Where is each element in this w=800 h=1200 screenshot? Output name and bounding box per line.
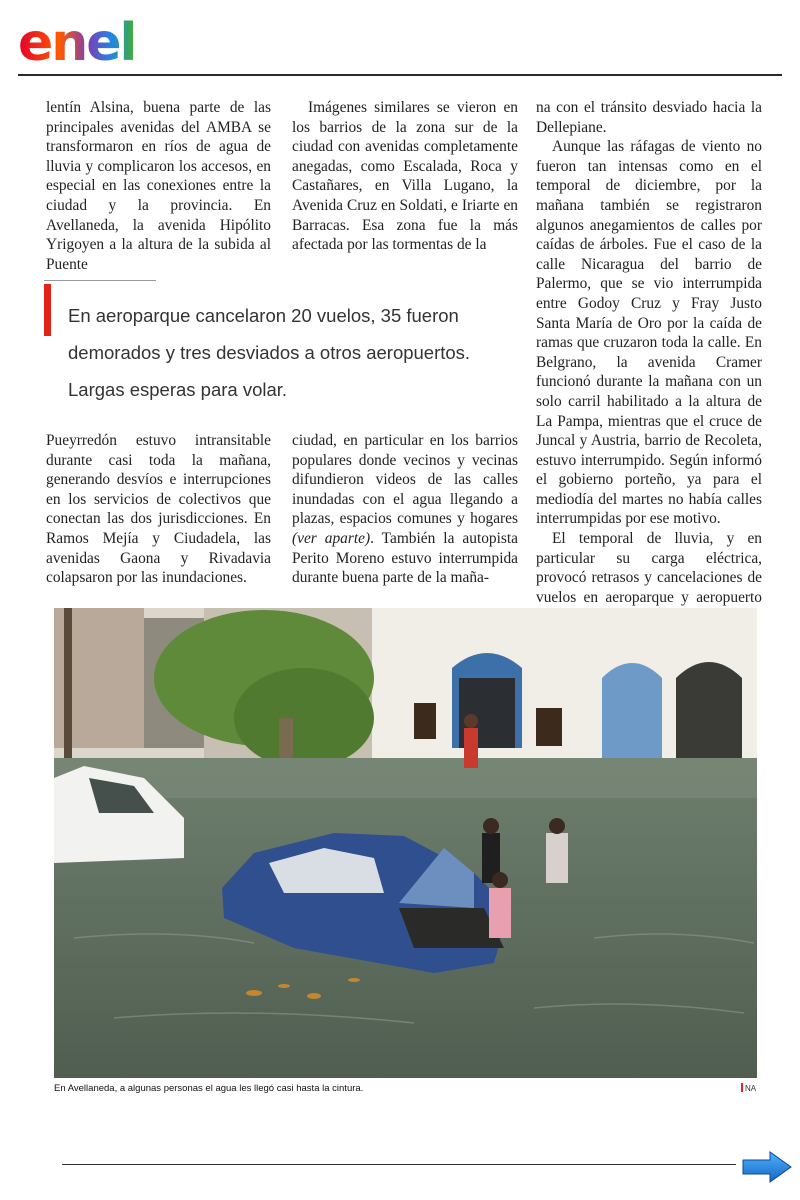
header-divider <box>18 74 782 76</box>
paragraph: Imágenes similares se vieron en los barrios de la zona sur de la ciudad con avenidas completamente anegadas, como Escalada, Roca y Castañares, en Villa Lugano, la Avenida Cruz en Soldati, e Iriarte en Barracas. Esa zona fue la más afectada por las tormentas de la <box>292 99 518 254</box>
footer-divider <box>62 1164 736 1165</box>
paragraph: El temporal de lluvia, y en particular su carga eléctrica, provocó retrasos y cancelaciones de vuelos en aeroparque y aeropuerto <box>536 530 762 606</box>
text-run: . También la autopista Perito Moreno estuvo interrumpida durante buena parte de la maña- <box>292 529 518 587</box>
paragraph <box>292 431 518 588</box>
paragraph: na con el tránsito desviado hacia la Dellepiane. <box>536 99 762 136</box>
article-column-2-bottom <box>292 431 518 588</box>
logo-text: enel <box>18 13 136 70</box>
article-column-1-top <box>46 98 271 274</box>
quote-rule <box>44 280 156 281</box>
paragraph: Pueyrredón estuvo intransitable durante casi toda la mañana, generando desvíos e interrupciones en los servicios de colectivos que conectan las dos jurisdicciones. En Ramos Mejía y Ciudadela, las avenidas Gaona y Rivadavia colapsaron por las inundaciones. <box>46 432 271 587</box>
flood-photo <box>54 608 757 1078</box>
paragraph: Aunque las ráfagas de viento no fueron tan intensas como en el temporal de diciembre, por la mañana también se registraron algunos anegamientos de calles por caídas de árboles. Fue el caso de la calle Nicaragua del barrio de Palermo, que se vio interrumpida entre Godoy Cruz y Fray Justo Santa María de Oro por la caída de ramas que cruzaron toda la calle. En Belgrano, la avenida Cramer funcionó durante la mañana con un solo carril habilitado a la altura de La Pampa, mientras que el cruce de Juncal y Austria, barrio de Recoleta, estuvo interrumpido. Según informó el gobierno porteño, ya para el mediodía del martes no había calles interrumpidas por ese motivo. <box>536 138 762 528</box>
pull-quote-text: En aeroparque cancelaron 20 vuelos, 35 fueron demorados y tres desviados a otros aeropuertos. Largas esperas para volar. <box>68 305 471 400</box>
italic-note: (ver aparte) <box>292 529 371 547</box>
credit-accent <box>741 1083 743 1092</box>
paragraph: lentín Alsina, buena parte de las principales avenidas del AMBA se transformaron en ríos de agua de lluvia y complicaron los accesos, en especial en las conexiones entre la ciudad y la provincia. En Avellaneda, la avenida Hipólito Yrigoyen a la altura de la subida al Puente <box>46 99 271 273</box>
arrow-right-icon <box>740 1150 794 1184</box>
photo-credit <box>741 1083 756 1093</box>
photo-caption: En Avellaneda, a algunas personas el agua les llegó casi hasta la cintura. <box>54 1083 364 1094</box>
enel-logo-graphic <box>18 8 188 70</box>
article-column-3 <box>536 98 762 627</box>
quote-accent-bar <box>44 284 51 336</box>
page-header <box>0 0 800 76</box>
pull-quote <box>44 280 514 410</box>
enel-logo <box>18 8 188 70</box>
next-page-button[interactable] <box>740 1150 794 1184</box>
article-column-1-bottom <box>46 431 271 588</box>
article-column-2-top <box>292 98 518 255</box>
text-run: ciudad, en particular en los barrios populares donde vecinos y vecinas difundieron videos de las calles inundadas con el agua llegando a plazas, espacios comunes y hogares <box>292 432 518 528</box>
photo-credit-text: NA <box>745 1084 757 1093</box>
